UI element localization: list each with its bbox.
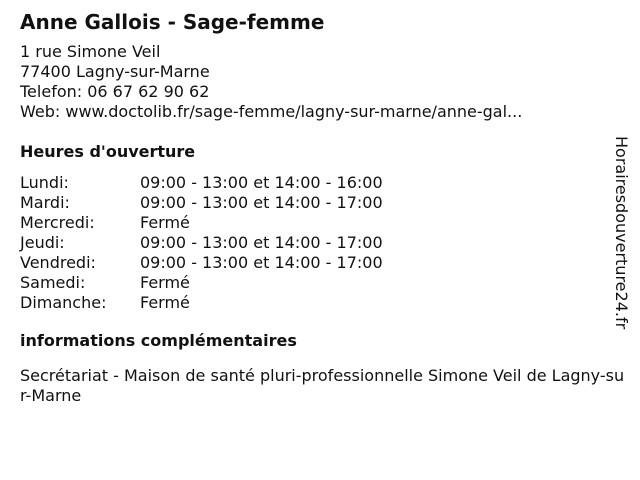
day-label: Dimanche: — [20, 293, 107, 312]
day-hours: Fermé — [140, 273, 190, 292]
web-line[interactable] — [20, 102, 632, 122]
hours-heading: Heures d'ouverture — [20, 142, 196, 161]
day-hours: Fermé — [140, 293, 190, 312]
site-watermark: Horairesdouverture24.fr — [612, 136, 631, 330]
day-label: Jeudi: — [20, 233, 65, 252]
hours-row-thursday — [20, 233, 632, 253]
hours-row-saturday — [20, 273, 632, 293]
opening-hours-list — [20, 173, 632, 313]
day-label: Samedi: — [20, 273, 86, 292]
listing-content — [20, 9, 632, 406]
day-hours: 09:00 - 13:00 et 14:00 - 17:00 — [140, 253, 383, 272]
day-label: Mercredi: — [20, 213, 95, 232]
phone-line: Telefon: 06 67 62 90 62 — [20, 82, 210, 101]
day-hours: 09:00 - 13:00 et 14:00 - 17:00 — [140, 193, 383, 212]
hours-row-friday — [20, 253, 632, 273]
hours-row-wednesday — [20, 213, 632, 233]
day-label: Mardi: — [20, 193, 70, 212]
day-label: Lundi: — [20, 173, 69, 192]
day-hours: 09:00 - 13:00 et 14:00 - 17:00 — [140, 233, 383, 252]
hours-row-tuesday — [20, 193, 632, 213]
info-text: Secrétariat - Maison de santé pluri-professionnelle Simone Veil de Lagny-sur-Marne — [20, 366, 625, 405]
address-line-2: 77400 Lagny-sur-Marne — [20, 62, 210, 81]
day-label: Vendredi: — [20, 253, 96, 272]
info-heading: informations complémentaires — [20, 331, 297, 350]
hours-row-sunday — [20, 293, 632, 313]
web-link[interactable]: Web: www.doctolib.fr/sage-femme/lagny-sur-marne/anne-gal... — [20, 102, 523, 121]
day-hours: 09:00 - 13:00 et 14:00 - 16:00 — [140, 173, 383, 192]
day-hours: Fermé — [140, 213, 190, 232]
listing-title: Anne Gallois - Sage-femme — [20, 10, 325, 34]
address-line-1: 1 rue Simone Veil — [20, 42, 161, 61]
hours-row-monday — [20, 173, 632, 193]
